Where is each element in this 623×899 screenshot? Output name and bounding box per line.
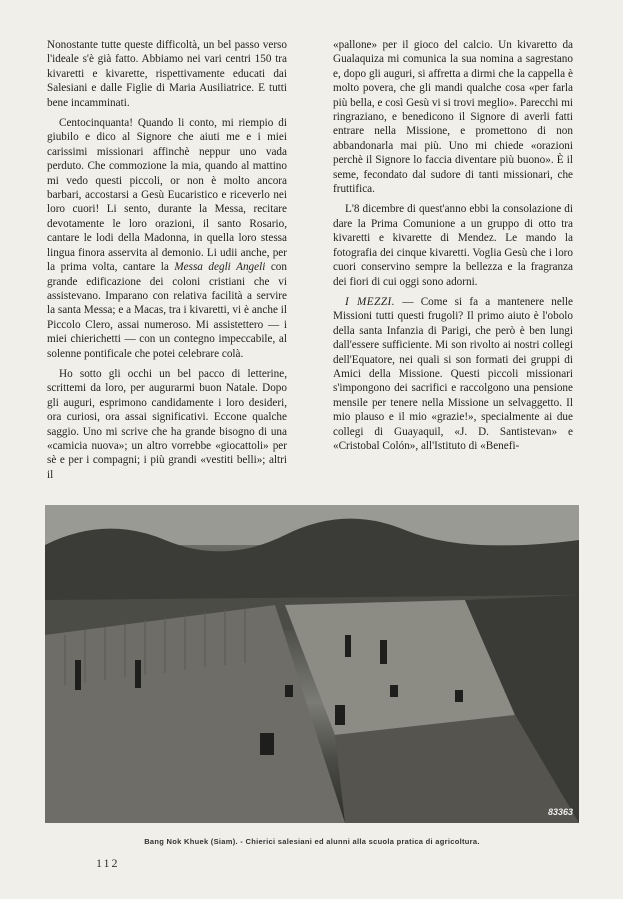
photo-illustration [45, 505, 579, 823]
photo-caption: Bang Nok Khuek (Siam). - Chierici salesiani ed alunni alla scuola pratica di agricoltura. [144, 837, 480, 846]
left-column [47, 38, 287, 488]
paragraph: Centocinquanta! Quando li conto, mi riempio di giubilo e dico al Signore che aiuti me e i miei carissimi missionari affinchè neppur uno vada perduto. Che commozione la mia, quando al mattino mi vedo questi piccoli, or non è molto ancora barbari, accostarsi a Gesù Eucaristico e riceverlo nei loro cuori! Li sento, durante la Messa, recitare devotamente le loro orazioni, il santo Rosario, cantare le lodi della Madonna, in quella loro stessa lingua finora asservita al demonio. Li udii anche, per la prima volta, cantare la Messa degli Angeli con grande edificazione dei coloni cristiani che vi assistevano. Imparano con relativa facilità a servire la santa Messa; e a Macas, tra i kivaretti, vi è anche il Piccolo Clero, assai numeroso. Mi assistettero — i miei chierichetti — con un contegno impeccabile, al solenne pontificale che potei celebrare colà. [47, 117, 287, 360]
photo-code: 83363 [547, 807, 573, 817]
section-heading: I MEZZI. [345, 295, 396, 308]
right-column [333, 38, 573, 459]
page-number: 112 [96, 856, 120, 870]
paragraph: Nonostante tutte queste difficoltà, un bel passo verso l'ideale s'è già fatto. Abbiamo nei vari centri 150 tra kivaretti e kivarette, rispettivamente educati dai Salesiani e dalle Figlie di Maria Ausiliatrice. E tutti bene incamminati. [47, 39, 287, 109]
italic-title: Messa degli Angeli [174, 261, 266, 274]
paragraph: I MEZZI. — Come si fa a mantenere nelle Missioni tutti questi frugoli? Il primo aiuto è l'obolo della santa Infanzia di Parigi, che però è ben lungi dall'essere sufficiente. Mi son rivolto ai nostri collegi dell'Equatore, nei quali si son formati dei gruppi di Amici della Missione. Questi piccoli missionari s'impongono dei sacrifici e raccolgono una pensione mensile per tenere nella Missione un selvaggetto. Il mio plauso e il mio «grazie!», specialmente ai due collegi di Guayaquil, «J. D. Santistevan» e «Cristobal Colón», all'Istituto di «Benefi- [333, 295, 573, 452]
photograph-agriculture-school [45, 505, 579, 823]
paragraph: L'8 dicembre di quest'anno ebbi la consolazione di dare la Prima Comunione a un gruppo di otto tra kivaretti e kivarette di Mendez. Le mando la fotografia dei cinque kivaretti. Voglia Gesù che i loro cuori conservino sempre la bellezza e la fragranza dei fiori di cui oggi sono adorni. [333, 203, 573, 288]
paragraph: «pallone» per il gioco del calcio. Un kivaretto da Gualaquiza mi comunica la sua nomina a sagrestano e, dopo gli auguri, si affretta a dirmi che la cappella è molto povera, che gli mandi qualche cosa «per farla più bella, e così Gesù vi si trovi meglio». Parecchi mi ringraziano, e benedicono il Signore di averli fatti entrare nella Missione, e promettono di non abbandonarla mai più. Uno mi chiede «orazioni perchè il Signore lo faccia diventare più buono». È il seme, fecondato dal sudore di tanti missionari, che fruttifica. [333, 39, 573, 196]
paragraph: Ho sotto gli occhi un bel pacco di letterine, scrittemi da loro, per augurarmi buon Natale. Dopo gli auguri, esprimono candidamente i loro desideri, ora curiosi, ora assai significativi. Eccone qualche saggio. Uno mi scrive che ha grande bisogno di una «camicia nuova»; un altro vorrebbe «giocattoli» per sè e per i compagni; i più grandi «vestiti belli»; altri il [47, 367, 287, 481]
